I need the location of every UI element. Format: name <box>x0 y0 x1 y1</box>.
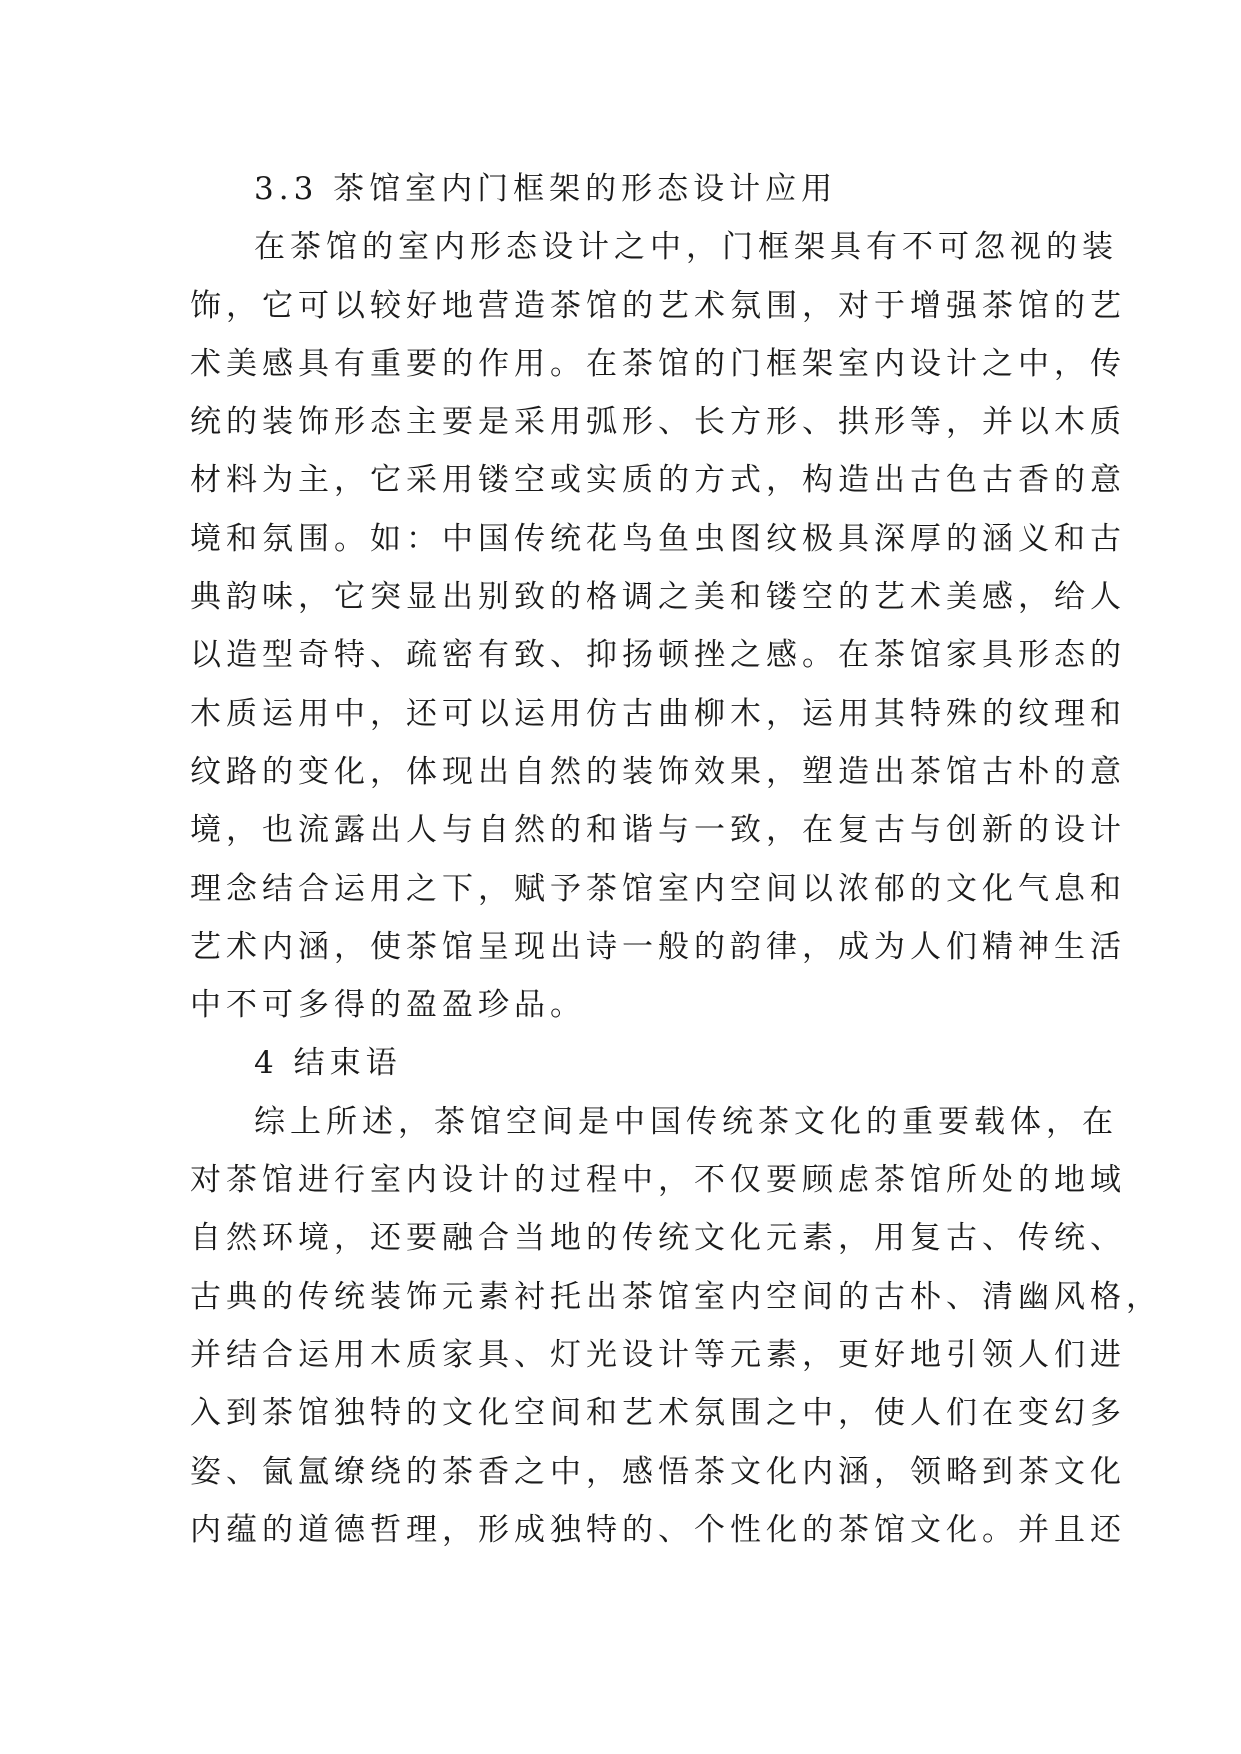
paragraph-line: 典韵味，它突显出别致的格调之美和镂空的艺术美感，给人 <box>190 579 1126 616</box>
paragraph-line: 艺术内涵，使茶馆呈现出诗一般的韵律，成为人们精神生活 <box>190 928 1126 965</box>
paragraph-line: 入到茶馆独特的文化空间和艺术氛围之中，使人们在变幻多 <box>190 1395 1126 1432</box>
document-body <box>190 160 1162 1559</box>
paragraph-line: 境和氛围。如：中国传统花鸟鱼虫图纹极具深厚的涵义和古 <box>190 520 1126 557</box>
paragraph-line: 内蕴的道德哲理，形成独特的、个性化的茶馆文化。并且还 <box>190 1511 1126 1548</box>
heading-4-conclusion: 4 结束语 <box>254 1045 402 1082</box>
paragraph-line: 材料为主，它采用镂空或实质的方式，构造出古色古香的意 <box>190 462 1126 499</box>
paragraph-line: 姿、氤氲缭绕的茶香之中，感悟茶文化内涵，领略到茶文化 <box>190 1453 1126 1490</box>
paragraph-line: 境，也流露出人与自然的和谐与一致，在复古与创新的设计 <box>190 812 1126 849</box>
paragraph-line: 古典的传统装饰元素衬托出茶馆室内空间的古朴、清幽风格， <box>190 1278 1162 1315</box>
paragraph-line: 中不可多得的盈盈珍品。 <box>190 987 586 1024</box>
paragraph-line: 饰，它可以较好地营造茶馆的艺术氛围，对于增强茶馆的艺 <box>190 287 1126 324</box>
paragraph-line: 统的装饰形态主要是采用弧形、长方形、拱形等，并以木质 <box>190 404 1126 441</box>
paragraph-line: 在茶馆的室内形态设计之中，门框架具有不可忽视的装 <box>254 229 1118 266</box>
paragraph-line: 对茶馆进行室内设计的过程中，不仅要顾虑茶馆所处的地域 <box>190 1162 1126 1199</box>
heading-3-3: 3.3 茶馆室内门框架的形态设计应用 <box>254 171 838 207</box>
paragraph-line: 纹路的变化，体现出自然的装饰效果，塑造出茶馆古朴的意 <box>190 753 1126 790</box>
paragraph-line: 理念结合运用之下，赋予茶馆室内空间以浓郁的文化气息和 <box>190 870 1126 907</box>
paragraph-line: 以造型奇特、疏密有致、抑扬顿挫之感。在茶馆家具形态的 <box>190 637 1126 674</box>
paragraph-line: 术美感具有重要的作用。在茶馆的门框架室内设计之中，传 <box>190 345 1126 382</box>
paragraph-line: 并结合运用木质家具、灯光设计等元素，更好地引领人们进 <box>190 1336 1126 1373</box>
paragraph-line: 自然环境，还要融合当地的传统文化元素，用复古、传统、 <box>190 1220 1126 1257</box>
paragraph-line: 木质运用中，还可以运用仿古曲柳木，运用其特殊的纹理和 <box>190 695 1126 732</box>
paragraph-line: 综上所述，茶馆空间是中国传统茶文化的重要载体，在 <box>254 1103 1118 1140</box>
